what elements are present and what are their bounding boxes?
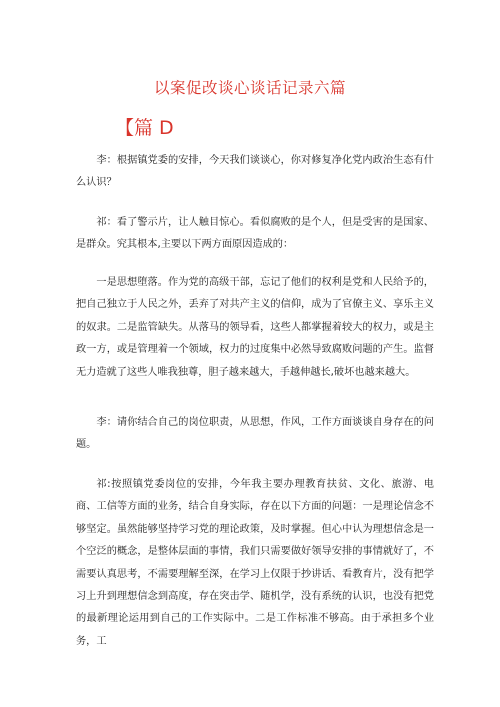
paragraph-4: 李：请你结合自己的岗位职责，从思想，作风，工作方面谈谈自身存在的问题。 bbox=[76, 417, 434, 451]
paragraph-3: 一是思想堕落。作为党的高级干部，忘记了他们的权利是党和人民给予的，把自己独立于人民之外，丢弃了对共产主义的信仰，成为了官僚主义、享乐主义的奴隶。二是监管缺失。从落马的领导看，这些人都掌握着较大的权力，或是主政一方，或是管理着一个领域，权力的过度集中必然导致腐败问题的产生。监督无力造就了这些人唯我独尊，胆子越来越大，手越伸越长,破坏也越来越大。 bbox=[76, 277, 434, 378]
paragraph-5: 祁:按照镇党委岗位的安排，今年我主要办理教育扶贫、文化、旅游、电商、工信等方面的业务，结合自身实际，存在以下方面的问题：一是理论信念不够坚定。虽然能够坚持学习党的理论政策，及时掌握。但心中认为理想信念是一个空泛的概念，是整体层面的事情，我们只需要做好领导安排的事情就好了，不需要认真思考，不需要理解至深，在学习上仅限于抄讲话、看教育片，没有把学习上升到理想信念到高度，存在突击学、随机学，没有系统的认识，也没有把党的最新理论运用到自己的工作实际中。二是工作标准不够高。由于承担多个业务，工 bbox=[76, 479, 434, 647]
paragraph-1: 李：根据镇党委的安排，今天我们谈谈心，你对修复净化党内政治生态有什么认识？ bbox=[76, 155, 434, 189]
section-heading: 【篇 D bbox=[115, 117, 174, 139]
document-title: 以案促改谈心谈话记录六篇 bbox=[153, 79, 346, 97]
paragraph-2: 祁：看了警示片，让人触目惊心。看似腐败的是个人，但是受害的是国家、是群众。究其根本,主要以下两方面原因造成的： bbox=[76, 217, 434, 251]
